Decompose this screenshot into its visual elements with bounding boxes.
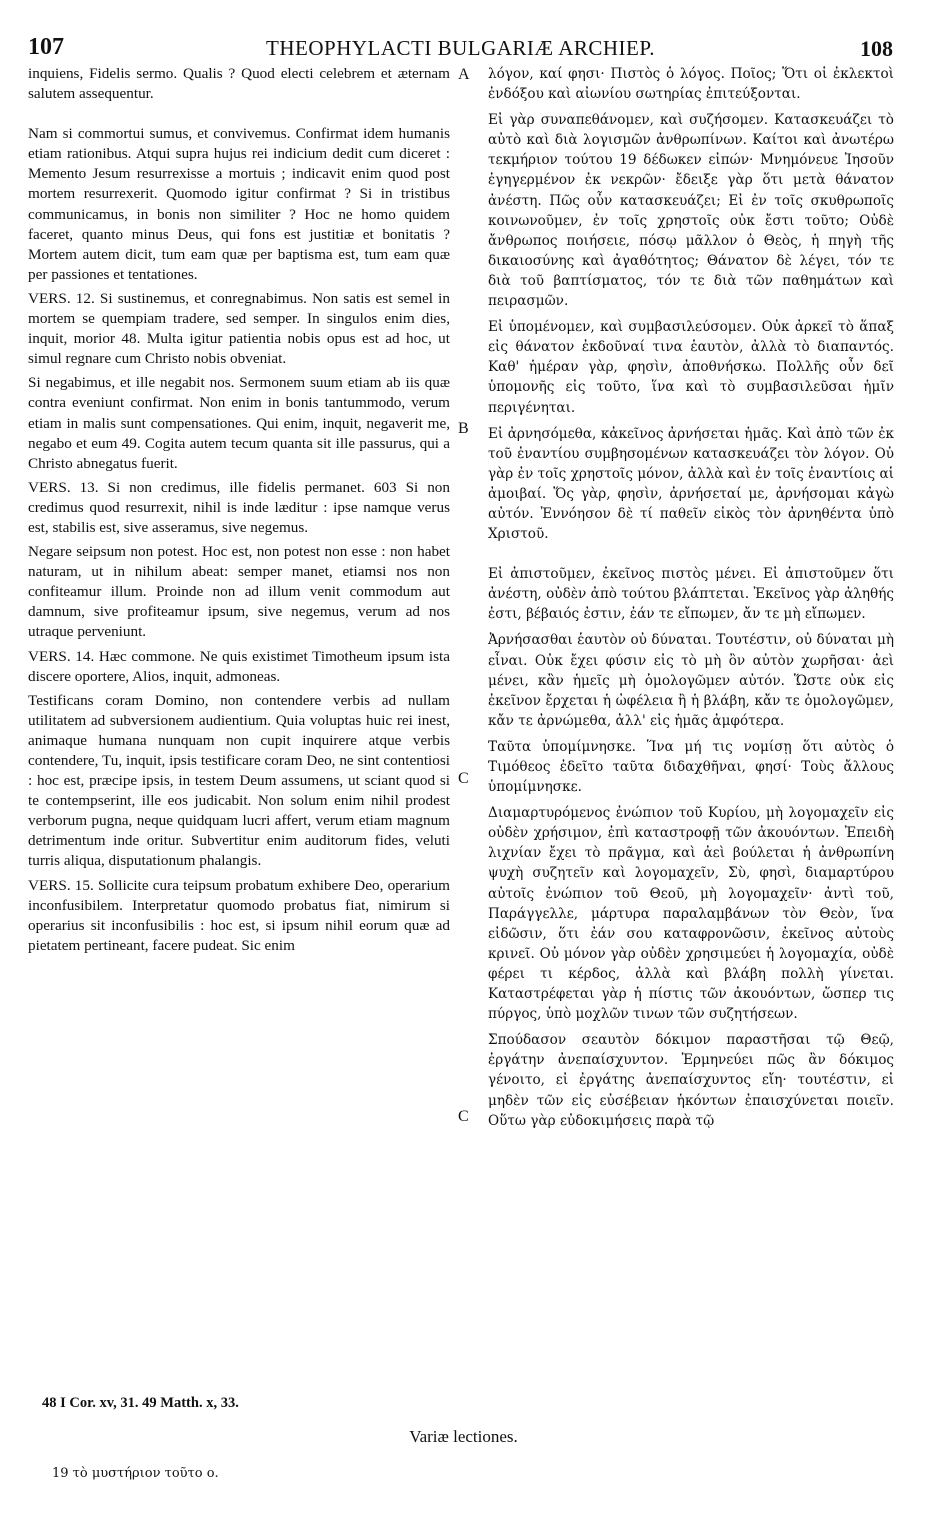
greek-paragraph: Σπούδασον σεαυτὸν δόκιμον παραστῆσαι τῷ Θεῷ, ἐργάτην ἀνεπαίσχυντον. Ἑρμηνεύει πῶς ἂν δόκιμος γένοιτο, εἰ ἐργάτης ἀνεπαίσχυντος εἴη· τουτέστιν, εἰ μηδὲν τῶν εἰς εὐσέβειαν ἡκόντων ἐπαισχύνεται ποιεῖν. Οὕτω γὰρ εὐδοκιμήσεις παρὰ τῷ <box>488 1032 894 1129</box>
variae-lectiones-heading: Variæ lectiones. <box>409 1427 518 1446</box>
latin-paragraph: inquiens, Fidelis sermo. Qualis ? Quod electi celebrem et æternam salutem assequentur. <box>28 65 450 103</box>
greek-paragraph: Εἰ ἀπιστοῦμεν, ἐκεῖνος πιστὸς μένει. Εἰ ἀπιστοῦμεν ὅτι ἀνέστη, οὐδὲν ἀπὸ τούτου βλάπτεται. Ἐκεῖνος γὰρ ἀληθής ἐστι, βέβαιός ἐστιν, ἐάν τε εἴπωμεν, ἄν τε μὴ εἴπωμεν. <box>488 566 894 623</box>
variant-reading: 19 τὸ μυστήριον τοῦτο ο. <box>52 1466 219 1481</box>
latin-paragraph: Si negabimus, et ille negabit nos. Sermonem suum etiam ab iis quæ contra eveniunt confirmat. Non enim in bonis tantummodo, verum etiam in malis sunt compensationes. Qui enim, inquit, negaverit me, negabo et eum 49. Cogita autem tecum quanta sit ille passurus, qui a Christo abnegatus fuerit. <box>28 374 450 472</box>
margin-letter-b: B <box>458 420 469 437</box>
latin-paragraph: VERS. 14. Hæc commone. Ne quis existimet Timotheum ipsum ista discere oportere, Alios, inquit, admoneas. <box>28 647 450 685</box>
latin-paragraph: Testificans coram Domino, non contendere verbis ad nullam utilitatem ad subversionem audientium. Quia voluptas huic rei inest, animaque humana nunquam non cupit inquirere atque verbis contendere, Tu, inquit, ipsis testificare coram Deo, ne sint contentiosi : hoc est, præcipe ipsis, in testem Deum assumens, ut sciant quod si te contempserint, ille eos judicabit. Non solum enim nihil prodest verborum pugna, neque quidquam lucri affert, verum etiam magnum detrimentum inde oritur. Subvertitur enim auditorum fides, veluti turris aliqua, disputationum phalangis. <box>28 691 450 870</box>
page-number-left: 107 <box>28 34 64 60</box>
running-title: THEOPHYLACTI BULGARIÆ ARCHIEP. <box>266 36 655 60</box>
greek-paragraph: Ταῦτα ὑπομίμνησκε. Ἵνα μή τις νομίσῃ ὅτι αὐτὸς ὁ Τιμόθεος ἐδεῖτο ταῦτα διδαχθῆναι, φησί· Τοὺς ἄλλους ὑπομίμνησκε. <box>488 738 894 796</box>
margin-letter-c: C <box>458 770 469 787</box>
latin-footnotes: 48 I Cor. xv, 31. 49 Matth. x, 33. <box>42 1395 239 1411</box>
greek-paragraph: Διαμαρτυρόμενος ἐνώπιον τοῦ Κυρίου, μὴ λογομαχεῖν εἰς οὐδὲν χρήσιμον, ἐπὶ καταστροφῇ τῶν ἀκουόντων. Ἐπειδὴ λιχνίαν ἔχει τὸ πρᾶγμα, καὶ ἀεὶ βούλεται ἡ ἀνθρωπίνη ψυχὴ συζητεῖν καὶ λογομαχεῖν, Σὺ, φησὶ, διαμαρτύρου αὐτοῖς ἐνώπιον τοῦ Θεοῦ, μὴ λογομαχεῖν· ἀντὶ τοῦ, Παράγγελλε, μάρτυρα παραλαμβάνων τὸν Θεὸν, ἵνα εἰδῶσιν, ὅτι ἐάν σου καταφρονῶσιν, ἐκεῖνος αὐτοὺς κρινεῖ. Οὐ μόνον γὰρ οὐδὲν χρησιμεύει ἡ λογομαχία, οὐδὲ φέρει τι κέρδος, ἀλλὰ καὶ βλάβη πολλὴ γίνεται. Καταστρέφεται γὰρ ἡ πίστις τῶν ἀκουόντων, ὥσπερ τις πύργος, ὑπὸ μοχλῶν τινων τῶν συζητήσεων. <box>488 805 894 1023</box>
latin-column <box>28 64 450 956</box>
latin-paragraph: VERS. 15. Sollicite cura teipsum probatum exhibere Deo, operarium inconfusibilem. Interpretatur quomodo probatus fiat, nimirum si operarius sit inconfusibilis : hoc est, si ipsum nihil eorum quæ ad pietatem pertineant, facere pudeat. Sic enim <box>28 876 450 954</box>
greek-paragraph: Εἰ ἀρνησόμεθα, κἀκεῖνος ἀρνήσεται ἡμᾶς. Καὶ ἀπὸ τῶν ἐκ τοῦ ἐναντίου συμβησομένων κατασκευάζει τὸν λόγον. Οὐ γὰρ ἐν τοῖς χρηστοῖς μόνον, ἀλλὰ καὶ ἐν τοῖς ἐναντίοις αἱ ἀμοιβαί. Ὅς γὰρ, φησὶν, ἀρνήσεταί με, ἀρνήσομαι κἀγὼ αὐτόν. Ἐννόησον δὲ τί παθεῖν εἰκὸς τὸν ἀρνηθέντα ὑπὸ Χριστοῦ. <box>488 425 894 543</box>
running-header <box>28 34 893 60</box>
greek-paragraph: Ἀρνήσασθαι ἑαυτὸν οὐ δύναται. Τουτέστιν, οὐ δύναται μὴ εἶναι. Οὐκ ἔχει φύσιν εἰς τὸ μὴ ὂν αὐτὸν χωρῆσαι· ἀεὶ μένει, κἂν ἡμεῖς μὴ ὁμολογῶμεν αὐτόν. Ὥστε οὐκ εἰς ἐκεῖνον ἔρχεται ἡ ὠφέλεια ἢ ἡ βλάβη, κἄν τε ὁμολογῶμεν, κἄν τε ἀρνώμεθα, ἀλλ' εἰς ἡμᾶς ἀμφότερα. <box>488 632 894 729</box>
margin-letter-c2: C <box>458 1108 469 1125</box>
latin-paragraph: Negare seipsum non potest. Hoc est, non potest non esse : non habet naturam, ut in nihilum abeat: semper manet, etiamsi nos non confiteamur illum. Proinde non ad illum venit commodum aut damnum, sive profiteamur ipsum, sive negemus, verum ad nos utraque perveniunt. <box>28 543 450 641</box>
margin-letter-a: A <box>458 66 470 83</box>
greek-paragraph: Εἰ γὰρ συναπεθάνομεν, καὶ συζήσομεν. Κατασκευάζει τὸ αὐτὸ καὶ διὰ λογισμῶν ἀνθρωπίνων. Καίτοι καὶ ἀνωτέρω τεκμήριον τούτου 19 δέδωκεν εἰπών· Μνημόνευε Ἰησοῦν ἐγηγερμένον ἐκ νεκρῶν· ἔδειξε γὰρ ὅτι μετὰ θάνατον ἀνέστη. Πῶς οὖν κατασκευάζει; Εἰ ἐν τοῖς σκυθρωποῖς κοινωνοῦμεν, ἐν τοῖς χρηστοῖς οὐκ ἔστι τοῦτο; Οὐδὲ ἄνθρωπος ποιήσειε, πόσῳ μᾶλλον ὁ Θεὸς, ἡ πηγὴ τῆς δικαιοσύνης καὶ ἀγαθότητος; Θάνατον δὲ λέγει, τόν τε διὰ τοῦ βαπτίσματος, τόν τε διὰ τῶν παθημάτων καὶ πειρασμῶν. <box>488 112 894 310</box>
greek-paragraph: Εἰ ὑπομένομεν, καὶ συμβασιλεύσομεν. Οὐκ ἀρκεῖ τὸ ἅπαξ εἰς θάνατον ἐκδοῦναί τινα ἑαυτὸν, ἀλλὰ τὸ διαπαντός. Καθ' ἡμέραν γὰρ, φησὶν, ἀποθνήσκω. Πολλῆς οὖν δεῖ ὑπομονῆς εἰς τοῦτο, ἵνα καὶ τὸ συμβασιλεῦσαι ἡμῖν περιγένηται. <box>488 319 894 416</box>
latin-paragraph: Nam si commortui sumus, et convivemus. Confirmat idem humanis etiam rationibus. Atqui supra hujus rei indicium dedit cum diceret : Memento Jesum resurrexisse a mortuis ; indicavit enim quod post mortem resurrexerit. Quomodo igitur confirmat ? Si in tristibus communicamus, in bonis non similiter ? Hoc ne homo quidem faceret, quanto minus Deus, qui fons est justitiæ et bonitatis ? Mortem autem dicit, tum eam quæ per baptisma est, tum eam quæ per passiones et tentationes. <box>28 125 450 283</box>
latin-paragraph: VERS. 13. Si non credimus, ille fidelis permanet. 603 Si non credimus quod resurrexit, nihil is inde læditur : ipse namque verus est, stabilis est, sive asseramus, sive negemus. <box>28 478 450 536</box>
page-number-right: 108 <box>860 36 893 61</box>
greek-paragraph: λόγον, καί φησι· Πιστὸς ὁ λόγος. Ποῖος; Ὅτι οἱ ἐκλεκτοὶ ἐνδόξου καὶ αἰωνίου σωτηρίας ἐπιτεύξονται. <box>488 66 894 103</box>
latin-paragraph: VERS. 12. Si sustinemus, et conregnabimus. Non satis est semel in mortem se quempiam tradere, sed semper. In singulos enim dies, inquit, morior 48. Multa igitur patientia nobis opus est ad hoc, ut simul regnare cum Christo nobis obveniat. <box>28 289 450 368</box>
greek-column <box>488 64 894 1131</box>
